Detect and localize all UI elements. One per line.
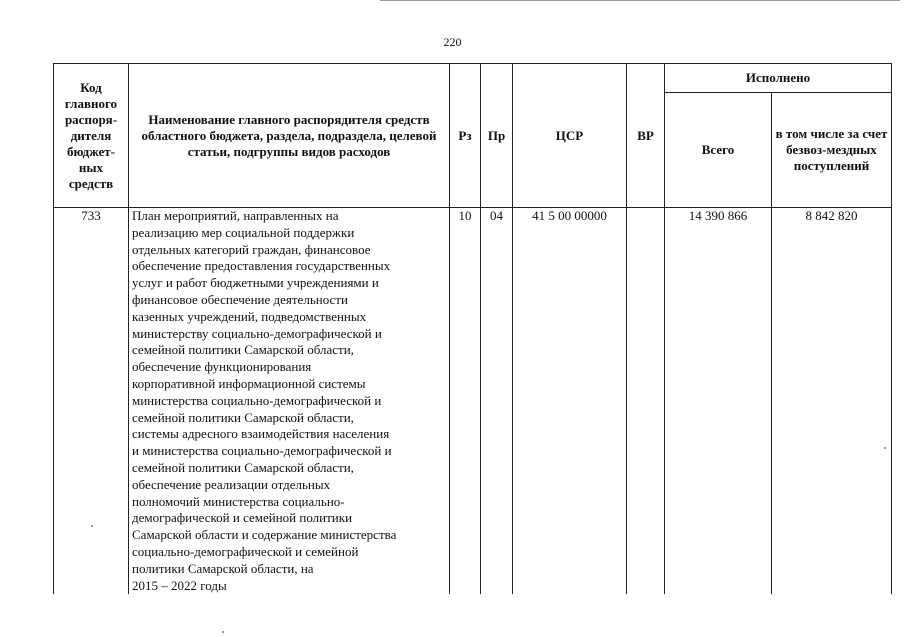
cell-code: 733 [54,208,129,595]
header-name: Наименование главного распорядителя средств областного бюджета, раздела, подраздела, целевой статьи, подгруппы видов расходов [129,64,450,208]
header-rz: Рз [450,64,481,208]
header-row-top [54,64,892,93]
cell-total: 14 390 866 [665,208,772,595]
cell-csr: 41 5 00 00000 [513,208,627,595]
cell-rz: 10 [450,208,481,595]
table-row [54,208,892,595]
cell-vr [627,208,665,595]
cell-pr: 04 [481,208,513,595]
header-vr: ВР [627,64,665,208]
scan-speck [884,447,886,449]
scan-speck [222,631,224,633]
header-code: Код главного распоря-дителя бюджет-ных средств [54,64,129,208]
page-number: 220 [443,35,462,49]
cell-name [129,208,450,595]
header-executed: Исполнено [665,64,892,93]
header-pr: Пр [481,64,513,208]
scan-edge-line [380,0,900,1]
scan-speck [91,525,93,527]
cell-name-text: План мероприятий, направленных на реализацию мер социальной поддержки отдельных категорий граждан, финансовое обеспечение предоставления государственных услуг и работ бюджетными учреждениями и финансовое обеспечение деятельности казенных учреждений, подведомственных министерству социально-демографической и семейной политики Самарской области, обеспечение функционирования корпоративной информационной системы министерства социально-демографической и семейной политики Самарской области, системы адресного взаимодействия населения и министерства социально-демографической и семейной политики Самарской области, обеспечение реализации отдельных полномочий министерства социально- демографической и семейной политики Самарской области и содержание министерства социально-демографической и семейной политики Самарской области, на 2015 – 2022 годы [132,208,397,593]
header-total: Всего [665,93,772,208]
cell-free: 8 842 820 [772,208,892,595]
header-free: в том числе за счет безвоз-мездных поступлений [772,93,892,208]
header-csr: ЦСР [513,64,627,208]
budget-table [53,63,892,594]
